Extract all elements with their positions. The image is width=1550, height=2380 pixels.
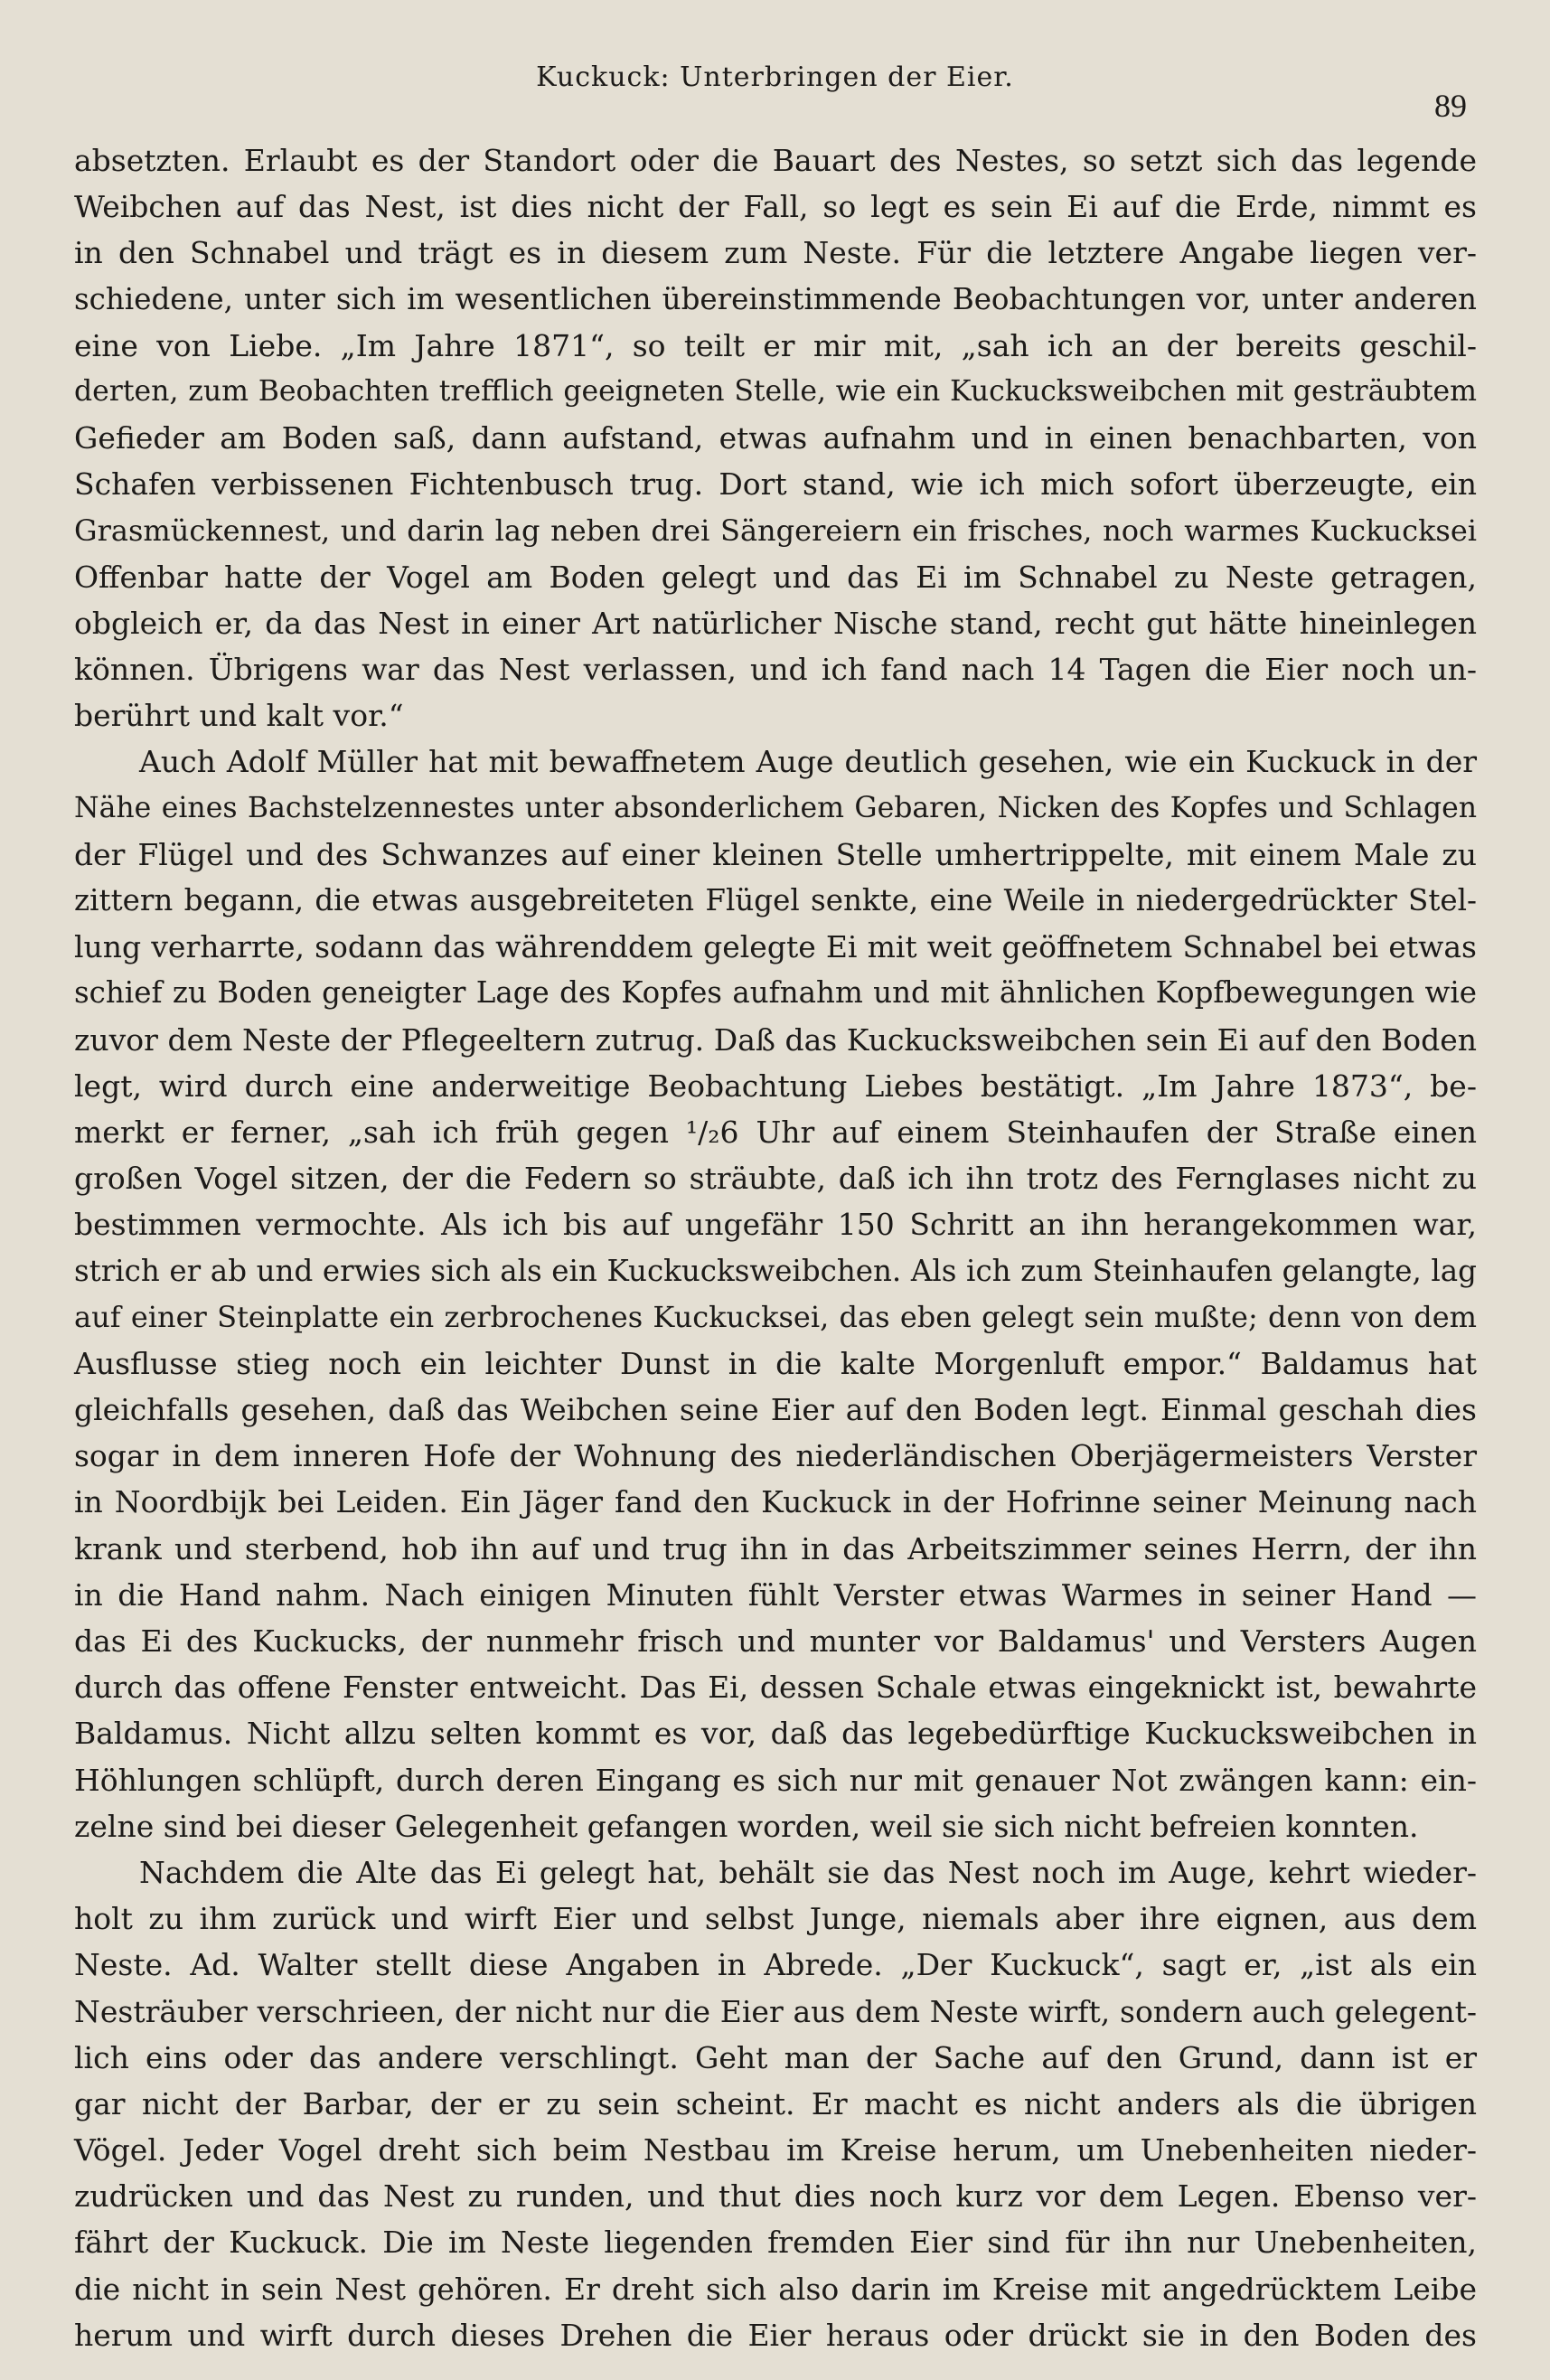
body-text <box>74 137 1477 2358</box>
running-title: Kuckuck: Unterbringen der Eier. <box>536 61 1014 93</box>
text-line: herum und wirft durch dieses Drehen die Eier heraus oder drückt sie in den Boden des <box>74 2317 1477 2353</box>
text-line: absetzten. Erlaubt es der Standort oder die Bauart des Nestes, so setzt sich das legende <box>74 143 1477 178</box>
text-line: Nesträuber verschrieen, der nicht nur die Eier aus dem Neste wirft, sondern auch gelegent- <box>74 1993 1477 2029</box>
text-line: bestimmen vermochte. Als ich bis auf ungefähr 150 Schritt an ihn herangekommen war, <box>74 1207 1477 1243</box>
text-line: lich eins oder das andere verschlingt. Geht man der Sache auf den Grund, dann ist er <box>74 2039 1477 2075</box>
text-line: Grasmückennest, und darin lag neben drei Sängereiern ein frisches, noch warmes Kuckucksei <box>74 513 1477 548</box>
text-line: holt zu ihm zurück und wirft Eier und selbst Junge, niemals aber ihre eignen, aus dem <box>74 1901 1477 1937</box>
text-line: Vögel. Jeder Vogel dreht sich beim Nestbau im Kreise herum, um Unebenheiten nieder- <box>74 2132 1477 2168</box>
text-line: zelne sind bei dieser Gelegenheit gefangen worden, weil sie sich nicht befreien konnten. <box>74 1808 1419 1844</box>
text-line: der Flügel und des Schwanzes auf einer kleinen Stelle umhertrippelte, mit einem Male zu <box>74 836 1477 872</box>
text-line: zuvor dem Neste der Pflegeeltern zutrug. Daß das Kuckucksweibchen sein Ei auf den Boden <box>74 1021 1477 1058</box>
text-line: zittern begann, die etwas ausgebreiteten Flügel senkte, eine Weile in niedergedrückter Stel- <box>74 883 1477 917</box>
text-line: derten, zum Beobachten trefflich geeigneten Stelle, wie ein Kuckucksweibchen mit gesträubtem <box>74 374 1477 408</box>
text-line: Auch Adolf Müller hat mit bewaffnetem Auge deutlich gesehen, wie ein Kuckuck in der <box>139 744 1477 780</box>
text-line: Ausflusse stieg noch ein leichter Dunst in die kalte Morgenluft empor.“ Baldamus hat <box>74 1345 1477 1381</box>
text-line: fährt der Kuckuck. Die im Neste liegenden fremden Eier sind für ihn nur Unebenheiten, <box>74 2225 1477 2261</box>
text-line: in den Schnabel und trägt es in diesem zum Neste. Für die letztere Angabe liegen ver- <box>74 235 1477 271</box>
text-line: durch das offene Fenster entweicht. Das Ei, dessen Schale etwas eingeknickt ist, bewahrte <box>74 1670 1477 1706</box>
text-line: sogar in dem inneren Hofe der Wohnung des niederländischen Oberjägermeisters Verster <box>74 1438 1477 1474</box>
text-line: können. Übrigens war das Nest verlassen, und ich fand nach 14 Tagen die Eier noch un- <box>74 652 1477 688</box>
text-line: eine von Liebe. „Im Jahre 1871“, so teilt er mir mit, „sah ich an der bereits geschil- <box>74 327 1477 363</box>
text-line: zudrücken und das Nest zu runden, und thut dies noch kurz vor dem Legen. Ebenso ver- <box>74 2178 1477 2215</box>
text-line: Weibchen auf das Nest, ist dies nicht der Fall, so legt es sein Ei auf die Erde, nimmt es <box>74 189 1477 225</box>
text-line: strich er ab und erwies sich als ein Kuckucksweibchen. Als ich zum Steinhaufen gelangte, lag <box>74 1253 1477 1288</box>
text-line: legt, wird durch eine anderweitige Beobachtung Liebes bestätigt. „Im Jahre 1873“, be- <box>74 1068 1477 1104</box>
text-line: Schafen verbissenen Fichtenbusch trug. Dort stand, wie ich mich sofort überzeugte, ein <box>74 466 1477 503</box>
text-line: Gefieder am Boden saß, dann aufstand, etwas aufnahm und in einen benachbarten, von <box>74 420 1477 456</box>
text-line: in die Hand nahm. Nach einigen Minuten fühlt Verster etwas Warmes in seiner Hand — <box>74 1576 1477 1613</box>
text-line: das Ei des Kuckucks, der nunmehr frisch und munter vor Baldamus' und Versters Augen <box>74 1623 1477 1659</box>
text-line: merkt er ferner, „sah ich früh gegen ¹/₂6 Uhr auf einem Steinhaufen der Straße einen <box>74 1114 1477 1150</box>
text-line: krank und sterbend, hob ihn auf und trug ihn in das Arbeitszimmer seines Herrn, der ihn <box>74 1530 1477 1566</box>
text-line: gleichfalls gesehen, daß das Weibchen seine Eier auf den Boden legt. Einmal geschah dies <box>74 1392 1477 1428</box>
text-line: Nachdem die Alte das Ei gelegt hat, behält sie das Nest noch im Auge, kehrt wieder- <box>139 1854 1477 1890</box>
text-line: lung verharrte, sodann das währenddem gelegte Ei mit weit geöffnetem Schnabel bei etwas <box>74 929 1477 965</box>
text-line: gar nicht der Barbar, der er zu sein scheint. Er macht es nicht anders als die übrigen <box>74 2085 1477 2121</box>
text-line: auf einer Steinplatte ein zerbrochenes Kuckucksei, das eben gelegt sein mußte; denn von dem <box>74 1299 1477 1334</box>
text-line: die nicht in sein Nest gehören. Er dreht sich also darin im Kreise mit angedrücktem Leibe <box>74 2271 1477 2307</box>
text-line: berührt und kalt vor.“ <box>74 698 404 734</box>
text-line: obgleich er, da das Nest in einer Art natürlicher Nische stand, recht gut hätte hineinlegen <box>74 605 1477 641</box>
text-line: Baldamus. Nicht allzu selten kommt es vor, daß das legebedürftige Kuckucksweibchen in <box>74 1716 1477 1752</box>
text-line: schief zu Boden geneigter Lage des Kopfes aufnahm und mit ähnlichen Kopfbewegungen wie <box>74 975 1477 1011</box>
text-line: Neste. Ad. Walter stellt diese Angaben in Abrede. „Der Kuckuck“, sagt er, „ist als ein <box>74 1947 1477 1983</box>
text-line: großen Vogel sitzen, der die Federn so sträubte, daß ich ihn trotz des Fernglases nicht zu <box>74 1161 1477 1197</box>
text-line: schiedene, unter sich im wesentlichen übereinstimmende Beobachtungen vor, unter anderen <box>74 281 1477 316</box>
page-number: 89 <box>1434 88 1467 124</box>
text-line: Nähe eines Bachstelzennestes unter absonderlichem Gebaren, Nicken des Kopfes und Schlagen <box>74 791 1477 824</box>
text-line: Höhlungen schlüpft, durch deren Eingang es sich nur mit genauer Not zwängen kann: ein- <box>74 1762 1477 1798</box>
text-line: Offenbar hatte der Vogel am Boden gelegt und das Ei im Schnabel zu Neste getragen, <box>74 559 1477 595</box>
text-line: in Noordbijk bei Leiden. Ein Jäger fand den Kuckuck in der Hofrinne seiner Meinung nach <box>74 1484 1477 1520</box>
